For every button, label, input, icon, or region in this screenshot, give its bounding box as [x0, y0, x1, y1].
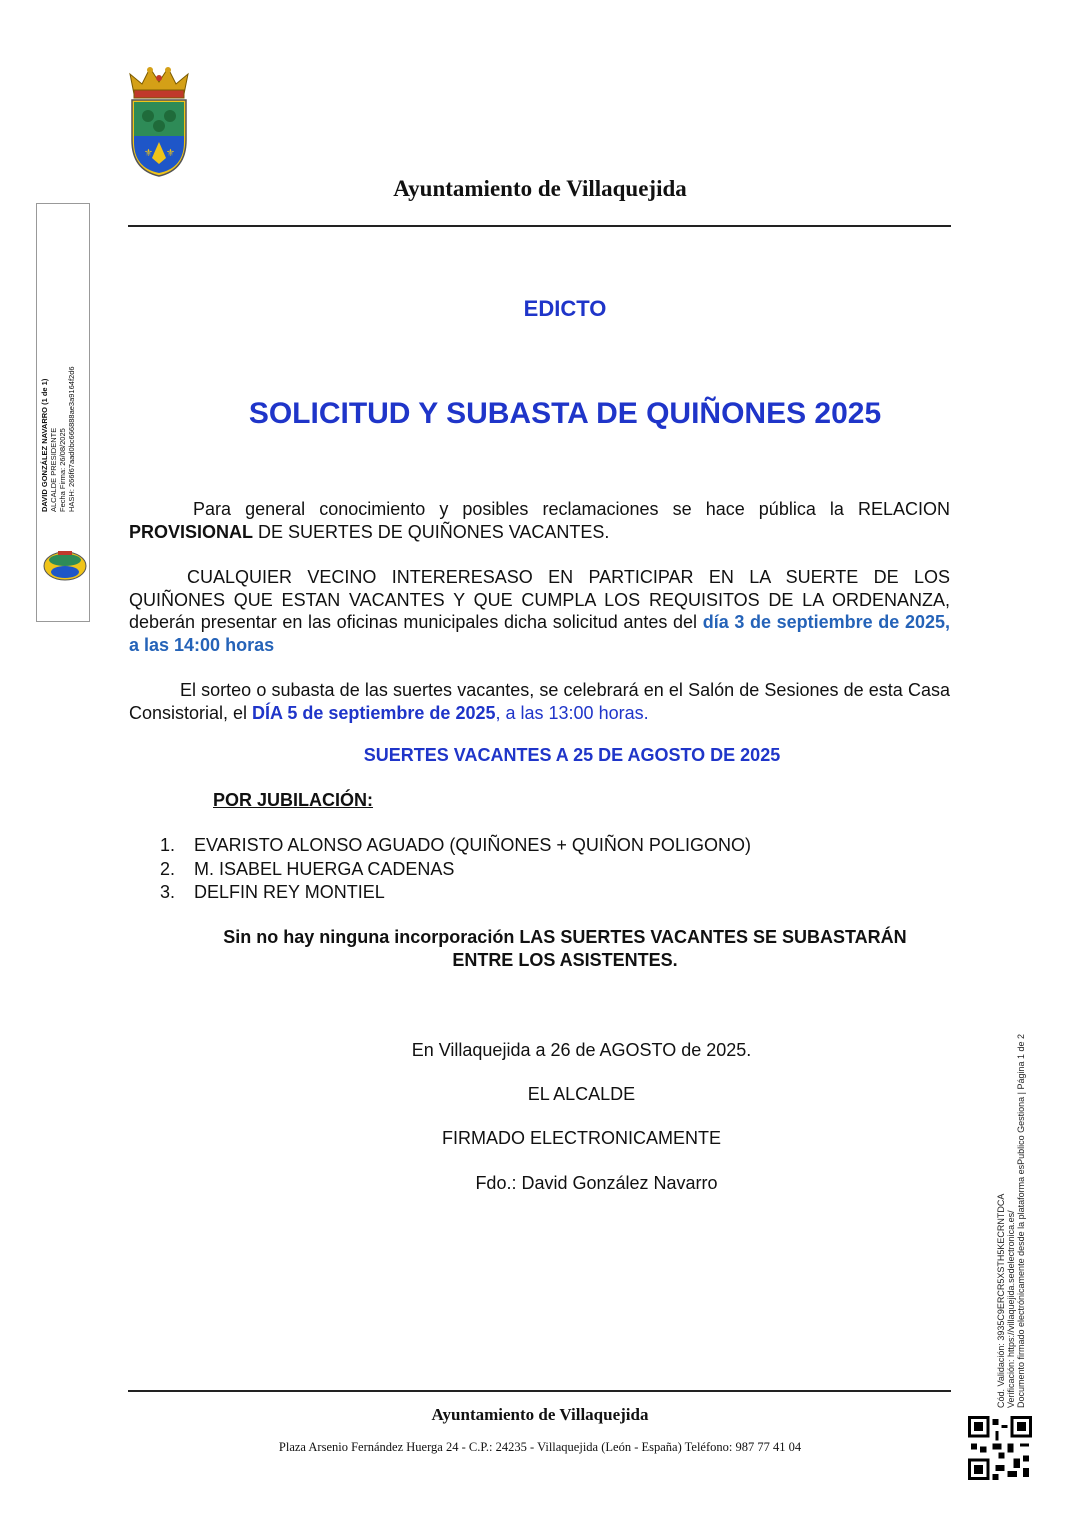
header-title: Ayuntamiento de Villaquejida — [393, 176, 687, 201]
paragraph-1-bold: PROVISIONAL — [129, 521, 254, 542]
edicto-heading: EDICTO — [523, 296, 607, 321]
signed-electronically: FIRMADO ELECTRONICAMENTE — [441, 1128, 722, 1148]
paragraph-2 — [129, 566, 950, 656]
header-divider — [128, 225, 951, 227]
list-item: 1. EVARISTO ALONSO AGUADO (QUIÑONES + QUIÑON POLIGONO) — [160, 835, 751, 855]
notice-line-2: ENTRE LOS ASISTENTES. — [452, 950, 678, 970]
paragraph-2-text: CUALQUIER VECINO INTERERESASO EN PARTICIPAR EN LA SUERTE DE LOS QUIÑONES QUE ESTAN VACANTES Y QUE CUMPLA LOS REQUISITOS DE LA ORDENANZA, deberán presentar en las oficinas municipales dicha solicitud antes del — [129, 567, 950, 633]
vacancy-list — [160, 834, 751, 905]
paragraph-3-text: El sorteo o subasta de las suertes vacantes, se celebrará en el Salón de Sesiones de esta Casa Consistorial, el — [129, 680, 950, 723]
paragraph-1-tail: DE SUERTES DE QUIÑONES VACANTES. — [253, 521, 610, 542]
section-title: SUERTES VACANTES A 25 DE AGOSTO DE 2025 — [363, 745, 781, 765]
stamp-signer: DAVID GONZÁLEZ NAVARRO (1 de 1) — [40, 378, 49, 512]
validation-text — [996, 1034, 1026, 1408]
stamp-hash: HASH: 266f67aad0bc666888ae3a9164f2d6 — [67, 366, 76, 512]
paragraph-1-text: Para general conocimiento y posibles reclamaciones se hace pública la RELACION — [193, 499, 950, 519]
main-title: SOLICITUD Y SUBASTA DE QUIÑONES 2025 — [248, 397, 882, 430]
footer-divider — [128, 1390, 951, 1392]
paragraph-1 — [129, 498, 950, 543]
place-date: En Villaquejida a 26 de AGOSTO de 2025. — [411, 1040, 752, 1060]
list-item: 2. M. ISABEL HUERGA CADENAS — [160, 858, 455, 879]
signer-name: Fdo.: David González Navarro — [475, 1173, 718, 1193]
footer-address: Plaza Arsenio Fernández Huerga 24 - C.P.: 24235 - Villaquejida (León - España) Teléfono: 987 77 41 04 — [278, 1440, 802, 1454]
validation-code: Cód. Validación: 3935C9ERCR5XSTH5KECRNTDCA — [996, 1193, 1006, 1408]
jubilacion-title: POR JUBILACIÓN: — [213, 790, 374, 810]
auction-notice — [150, 926, 980, 972]
list-item: 3. DELFIN REY MONTIEL — [160, 882, 385, 902]
paragraph-3-time: , a las 13:00 horas. — [495, 702, 649, 723]
paragraph-3 — [129, 679, 950, 724]
paragraph-3-date: DÍA 5 de septiembre de 2025 — [252, 702, 496, 723]
signer-role: EL ALCALDE — [527, 1084, 636, 1104]
mini-crest-icon — [42, 550, 88, 582]
notice-line-1: Sin no hay ninguna incorporación LAS SUERTES VACANTES SE SUBASTARÁN — [223, 927, 907, 947]
paragraph-2-deadline: día 3 de septiembre de 2025, a las 14:00 horas — [129, 612, 950, 655]
stamp-role: ALCALDE PRESIDENTE — [49, 427, 58, 512]
svg-text:⚜: ⚜ — [166, 148, 175, 159]
validation-note: Documento firmado electrónicamente desde la plataforma esPublico Gestiona | Página 1 de 2 — [1016, 1033, 1026, 1408]
stamp-date: Fecha Firma: 26/08/2025 — [58, 428, 67, 512]
validation-url: Verificación: https://villaquejida.sedelectronica.es/ — [1006, 1210, 1016, 1408]
footer-title: Ayuntamiento de Villaquejida — [431, 1405, 649, 1424]
svg-text:⚜: ⚜ — [144, 148, 153, 159]
coat-of-arms-icon — [126, 66, 192, 178]
signature-stamp-text — [40, 366, 76, 512]
